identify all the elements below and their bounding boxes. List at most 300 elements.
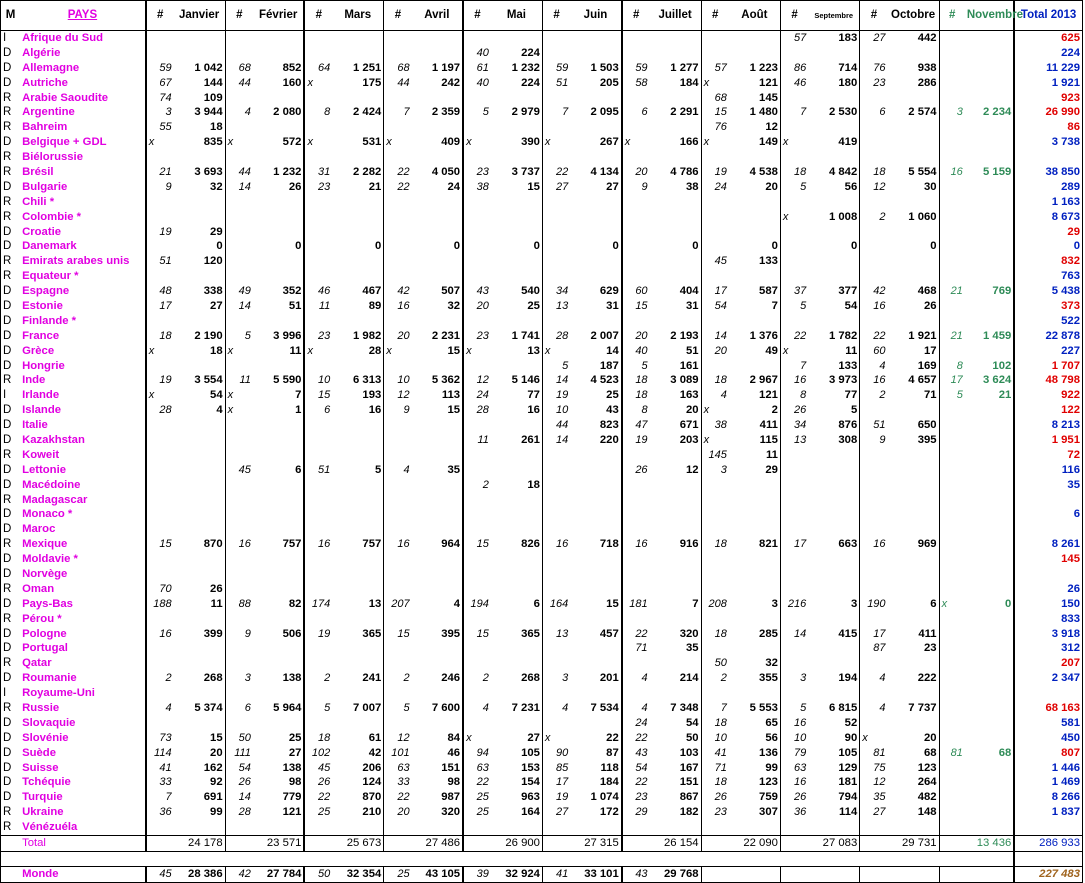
monde-rank: 41 xyxy=(542,867,570,883)
rank-cell: 22 xyxy=(304,790,332,805)
row-code: D xyxy=(1,716,21,731)
rank-cell xyxy=(463,686,491,701)
rank-cell xyxy=(304,820,332,835)
rank-cell: 15 xyxy=(304,388,332,403)
value-cell: 29 xyxy=(765,463,778,476)
total-cell: 1 446 xyxy=(1014,761,1082,776)
rank-cell: 22 xyxy=(622,731,650,746)
table-row xyxy=(1,522,1083,537)
rank-cell xyxy=(225,478,253,493)
value-cell: 124 xyxy=(362,776,382,789)
rank-cell: 5 xyxy=(463,105,491,120)
table-row xyxy=(1,716,1083,731)
value-cell xyxy=(570,91,622,106)
total-cell: 832 xyxy=(1014,254,1082,269)
rank-cell xyxy=(860,567,888,582)
rank-cell: 18 xyxy=(860,165,888,180)
value-cell: 151 xyxy=(679,776,699,789)
value-cell: 7 534 xyxy=(590,702,619,715)
value-cell xyxy=(491,269,543,284)
value-cell: 82 xyxy=(288,597,302,610)
value-cell xyxy=(412,716,464,731)
value-cell: 1 503 xyxy=(590,61,619,74)
total-label: Total xyxy=(20,836,146,852)
rank-cell: 207 xyxy=(384,597,412,612)
table-row xyxy=(1,403,1083,418)
value-cell: 11 xyxy=(765,448,778,461)
rank-cell: 27 xyxy=(860,805,888,820)
spacer-cell xyxy=(570,852,622,867)
rank-cell xyxy=(860,686,888,701)
table-row xyxy=(1,478,1083,493)
value-cell xyxy=(174,642,226,657)
value-cell xyxy=(965,493,1014,508)
rank-cell: 27 xyxy=(542,805,570,820)
value-cell xyxy=(174,210,226,225)
row-code: R xyxy=(1,448,21,463)
row-code: R xyxy=(1,165,21,180)
value-cell: 4 xyxy=(216,404,223,417)
country-name: Suisse xyxy=(22,761,59,774)
value-cell: 242 xyxy=(441,76,461,89)
value-cell xyxy=(729,686,781,701)
value-cell: 28 xyxy=(368,344,382,357)
value-cell xyxy=(650,582,702,597)
value-cell xyxy=(888,46,940,61)
value-cell xyxy=(174,522,226,537)
value-cell xyxy=(650,31,702,46)
value-cell: 163 xyxy=(679,389,699,402)
total-hash xyxy=(225,836,253,852)
total-cell xyxy=(1014,493,1082,508)
value-cell xyxy=(729,195,781,210)
value-cell xyxy=(965,195,1014,210)
rank-cell xyxy=(304,359,332,374)
value-cell: 151 xyxy=(441,761,461,774)
country-name: Pologne xyxy=(22,627,67,640)
rank-cell xyxy=(225,567,253,582)
value-cell xyxy=(965,463,1014,478)
rank-cell: x xyxy=(860,731,888,746)
rank-cell: x xyxy=(304,344,332,359)
value-cell: 13 xyxy=(527,344,540,357)
value-cell: 21 xyxy=(998,389,1012,402)
rank-cell xyxy=(780,820,808,835)
rank-cell: 9 xyxy=(622,180,650,195)
rank-cell: 6 xyxy=(860,105,888,120)
rank-cell: 9 xyxy=(860,433,888,448)
rank-cell: 20 xyxy=(701,344,729,359)
rank-cell: 13 xyxy=(780,433,808,448)
row-code: R xyxy=(1,582,21,597)
value-cell xyxy=(888,508,940,523)
row-code: D xyxy=(1,225,21,240)
total-row xyxy=(1,836,1083,852)
value-cell: 15 xyxy=(447,404,461,417)
rank-cell: 5 xyxy=(939,388,965,403)
value-cell: 123 xyxy=(917,761,937,774)
rank-cell xyxy=(304,46,332,61)
value-cell xyxy=(174,448,226,463)
rank-cell xyxy=(860,120,888,135)
rank-cell xyxy=(622,150,650,165)
value-cell: 507 xyxy=(441,285,461,298)
total-cell: 922 xyxy=(1014,388,1082,403)
rank-cell: 40 xyxy=(463,76,491,91)
rank-cell xyxy=(860,225,888,240)
value-cell xyxy=(808,314,860,329)
rank-cell: 25 xyxy=(463,805,491,820)
monde-value: 28 386 xyxy=(174,867,226,883)
table-row xyxy=(1,820,1083,835)
rank-cell xyxy=(384,254,412,269)
monde-rank xyxy=(701,867,729,883)
table-row xyxy=(1,567,1083,582)
row-code: D xyxy=(1,418,21,433)
value-cell: 145 xyxy=(759,91,778,104)
value-cell xyxy=(174,656,226,671)
rank-cell xyxy=(542,120,570,135)
rank-cell: 63 xyxy=(384,761,412,776)
row-code: I xyxy=(1,388,21,403)
rank-cell xyxy=(146,656,174,671)
rank-cell: 64 xyxy=(304,61,332,76)
rank-cell xyxy=(780,522,808,537)
value-cell xyxy=(491,91,543,106)
rank-cell xyxy=(225,612,253,627)
rank-cell xyxy=(225,552,253,567)
value-cell xyxy=(965,448,1014,463)
row-code: D xyxy=(1,597,21,612)
value-cell xyxy=(253,820,305,835)
rank-cell: 85 xyxy=(542,761,570,776)
value-cell: 224 xyxy=(521,76,540,89)
rank-cell xyxy=(939,642,965,657)
country-name: Arabie Saoudite xyxy=(22,91,109,104)
rank-cell: 181 xyxy=(622,597,650,612)
value-cell xyxy=(729,820,781,835)
rank-cell xyxy=(860,269,888,284)
rank-cell xyxy=(384,46,412,61)
value-cell: 52 xyxy=(844,716,858,729)
value-cell xyxy=(570,150,622,165)
rank-cell: 51 xyxy=(304,463,332,478)
value-cell xyxy=(174,716,226,731)
rank-cell: 26 xyxy=(780,403,808,418)
rank-cell xyxy=(384,642,412,657)
monde-value xyxy=(965,867,1014,883)
country-name: Afrique du Sud xyxy=(22,31,104,44)
value-cell xyxy=(650,225,702,240)
value-cell xyxy=(412,31,464,46)
value-cell xyxy=(253,91,305,106)
header-hash: # xyxy=(384,1,412,31)
rank-cell: 10 xyxy=(780,731,808,746)
value-cell: 203 xyxy=(679,433,699,446)
rank-cell: 14 xyxy=(780,627,808,642)
row-code: D xyxy=(1,61,21,76)
total-cell: 8 261 xyxy=(1014,537,1082,552)
value-cell xyxy=(965,790,1014,805)
rank-cell: 20 xyxy=(622,165,650,180)
total-cell: 581 xyxy=(1014,716,1082,731)
rank-cell: 8 xyxy=(939,359,965,374)
rank-cell xyxy=(146,210,174,225)
rank-cell xyxy=(701,508,729,523)
value-cell: 261 xyxy=(521,433,540,446)
rank-cell: 102 xyxy=(304,746,332,761)
value-cell xyxy=(491,225,543,240)
value-cell: 5 964 xyxy=(273,702,302,715)
row-code: D xyxy=(1,567,21,582)
value-cell xyxy=(174,269,226,284)
monde-value: 32 354 xyxy=(332,867,384,883)
rank-cell: 19 xyxy=(701,165,729,180)
value-cell xyxy=(570,656,622,671)
rank-cell: 18 xyxy=(622,373,650,388)
value-cell xyxy=(332,686,384,701)
rank-cell xyxy=(304,210,332,225)
rank-cell: 33 xyxy=(146,776,174,791)
rank-cell: 20 xyxy=(384,329,412,344)
row-code: I xyxy=(1,31,21,46)
rank-cell xyxy=(463,120,491,135)
value-cell xyxy=(491,508,543,523)
rank-cell xyxy=(146,46,174,61)
rank-cell xyxy=(384,359,412,374)
rank-cell: 22 xyxy=(384,180,412,195)
rank-cell xyxy=(542,31,570,46)
value-cell: 963 xyxy=(521,791,540,804)
value-cell: 120 xyxy=(203,255,223,268)
header-total: Total 2013 xyxy=(1014,1,1082,31)
value-cell xyxy=(491,448,543,463)
value-cell xyxy=(650,820,702,835)
table-row xyxy=(1,299,1083,314)
rank-cell xyxy=(939,567,965,582)
country-name: Lettonie xyxy=(22,463,67,476)
rank-cell xyxy=(780,656,808,671)
total-cell: 5 438 xyxy=(1014,284,1082,299)
rank-cell: 86 xyxy=(780,61,808,76)
value-cell xyxy=(888,582,940,597)
spacer-cell xyxy=(888,852,940,867)
rank-cell xyxy=(780,195,808,210)
value-cell xyxy=(332,254,384,269)
value-cell: 2 424 xyxy=(352,106,382,119)
value-cell: 12 xyxy=(686,463,699,476)
value-cell: 23 xyxy=(923,642,937,655)
value-cell xyxy=(253,210,305,225)
value-cell xyxy=(650,686,702,701)
country-name: Ukraine xyxy=(22,806,64,819)
value-cell: 1 232 xyxy=(273,165,302,178)
spacer-cell xyxy=(384,852,412,867)
rank-cell xyxy=(304,31,332,46)
value-cell: 4 786 xyxy=(670,165,699,178)
rank-cell: x xyxy=(463,344,491,359)
row-code: R xyxy=(1,91,21,106)
country-name: Russie xyxy=(22,702,60,715)
value-cell: 0 xyxy=(533,240,540,253)
value-cell: 77 xyxy=(527,389,540,402)
monde-rank xyxy=(860,867,888,883)
rank-cell xyxy=(939,790,965,805)
total-m xyxy=(1,836,21,852)
total-cell: 2 347 xyxy=(1014,671,1082,686)
rank-cell xyxy=(939,463,965,478)
rank-cell xyxy=(780,120,808,135)
rank-cell: 3 xyxy=(542,671,570,686)
rank-cell: 26 xyxy=(304,776,332,791)
rank-cell xyxy=(939,150,965,165)
rank-cell xyxy=(384,314,412,329)
value-cell xyxy=(570,46,622,61)
value-cell: 25 xyxy=(606,389,619,402)
rank-cell xyxy=(939,537,965,552)
header-month: Février xyxy=(253,1,305,31)
value-cell: 54 xyxy=(844,299,858,312)
rank-cell xyxy=(780,493,808,508)
rank-cell xyxy=(622,508,650,523)
rank-cell: 17 xyxy=(860,627,888,642)
value-cell xyxy=(412,820,464,835)
value-cell xyxy=(965,805,1014,820)
value-cell xyxy=(412,254,464,269)
rank-cell: 194 xyxy=(463,597,491,612)
total-cell: 373 xyxy=(1014,299,1082,314)
rank-cell xyxy=(146,642,174,657)
rank-cell xyxy=(860,508,888,523)
value-cell: 184 xyxy=(679,76,699,89)
monde-rank: 43 xyxy=(622,867,650,883)
rank-cell: 88 xyxy=(225,597,253,612)
value-cell: 71 xyxy=(923,389,937,402)
value-cell: 5 xyxy=(374,463,382,476)
value-cell: 1 074 xyxy=(590,791,619,804)
rank-cell: 3 xyxy=(146,105,174,120)
rank-cell xyxy=(146,31,174,46)
rank-cell xyxy=(463,463,491,478)
value-cell xyxy=(965,522,1014,537)
rank-cell xyxy=(860,195,888,210)
rank-cell: 45 xyxy=(304,761,332,776)
rank-cell xyxy=(542,448,570,463)
value-cell: 205 xyxy=(599,76,619,89)
value-cell xyxy=(650,478,702,493)
rank-cell: 16 xyxy=(860,373,888,388)
total-cell: 145 xyxy=(1014,552,1082,567)
rank-cell: 17 xyxy=(542,776,570,791)
value-cell xyxy=(174,418,226,433)
total-cell: 450 xyxy=(1014,731,1082,746)
rank-cell: x xyxy=(304,135,332,150)
value-cell: 1 197 xyxy=(431,61,461,74)
value-cell xyxy=(965,433,1014,448)
value-cell: 338 xyxy=(203,285,223,298)
rank-cell: 87 xyxy=(860,642,888,657)
rank-cell: 90 xyxy=(542,746,570,761)
rank-cell: 21 xyxy=(939,329,965,344)
value-cell xyxy=(808,686,860,701)
spacer-row xyxy=(1,852,1083,867)
value-cell: 404 xyxy=(679,285,699,298)
value-cell: 3 973 xyxy=(828,374,858,387)
value-cell: 15 xyxy=(210,731,223,744)
rank-cell: 25 xyxy=(304,805,332,820)
value-cell: 835 xyxy=(203,136,223,149)
row-code: D xyxy=(1,508,21,523)
value-cell xyxy=(965,418,1014,433)
value-cell: 20 xyxy=(765,180,778,193)
rank-cell xyxy=(542,522,570,537)
value-cell: 154 xyxy=(521,776,540,789)
rank-cell: 45 xyxy=(701,254,729,269)
header-month: Août xyxy=(729,1,781,31)
value-cell: 160 xyxy=(282,76,302,89)
value-cell: 2 193 xyxy=(670,329,699,342)
header-hash: # xyxy=(860,1,888,31)
rank-cell: 43 xyxy=(463,284,491,299)
value-cell: 823 xyxy=(599,419,619,432)
rank-cell xyxy=(622,656,650,671)
value-cell xyxy=(253,656,305,671)
rank-cell: 41 xyxy=(146,761,174,776)
value-cell xyxy=(412,567,464,582)
rank-cell xyxy=(939,135,965,150)
value-cell xyxy=(332,359,384,374)
rank-cell xyxy=(860,448,888,463)
value-cell: 7 xyxy=(771,299,778,312)
country-name: Grèce xyxy=(22,344,55,357)
total-value: 29 731 xyxy=(888,836,940,852)
value-cell: 118 xyxy=(600,761,619,774)
rank-cell xyxy=(939,120,965,135)
value-cell: 98 xyxy=(447,776,461,789)
value-cell: 201 xyxy=(599,672,619,685)
rank-cell: 67 xyxy=(146,76,174,91)
rank-cell: 54 xyxy=(701,299,729,314)
rank-cell: 10 xyxy=(384,373,412,388)
table-row xyxy=(1,433,1083,448)
rank-cell xyxy=(701,820,729,835)
value-cell: 395 xyxy=(917,433,937,446)
rank-cell xyxy=(622,254,650,269)
table-row xyxy=(1,225,1083,240)
value-cell: 691 xyxy=(203,791,223,804)
value-cell xyxy=(491,31,543,46)
country-name: Colombie * xyxy=(22,210,82,223)
value-cell xyxy=(412,493,464,508)
rank-cell xyxy=(384,31,412,46)
rank-cell xyxy=(304,314,332,329)
row-code: D xyxy=(1,552,21,567)
table-row xyxy=(1,239,1083,254)
value-cell xyxy=(888,448,940,463)
value-cell xyxy=(174,359,226,374)
rank-cell: 34 xyxy=(542,284,570,299)
value-cell xyxy=(888,150,940,165)
value-cell xyxy=(965,567,1014,582)
rank-cell: 51 xyxy=(146,254,174,269)
rank-cell: 20 xyxy=(463,299,491,314)
value-cell xyxy=(491,642,543,657)
value-cell xyxy=(729,225,781,240)
value-cell xyxy=(965,656,1014,671)
rank-cell xyxy=(701,567,729,582)
monde-rank: 45 xyxy=(146,867,174,883)
rank-cell xyxy=(225,656,253,671)
